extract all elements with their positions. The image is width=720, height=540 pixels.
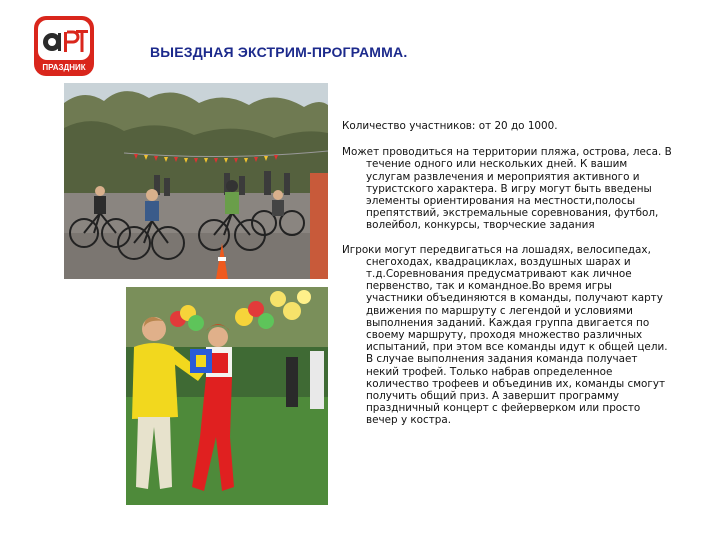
company-logo <box>34 16 94 76</box>
program-description: Может проводиться на территории пляжа, острова, леса. В течение одного или нескольких дней. К вашим услугам развлечения и мероприятия активного и туристского характера. В игру могут быть введены элементы ориентирования на местности,полосы препятствий, экстремальные соревнования, футбол, волейбол, конкурсы, творческие задания <box>342 146 672 232</box>
description-text <box>342 120 672 439</box>
bicycle-race-photo <box>64 83 328 279</box>
page-title: ВЫЕЗДНАЯ ЭКСТРИМ-ПРОГРАММА. <box>150 44 408 60</box>
participants-count: Количество участников: от 20 до 1000. <box>342 120 558 132</box>
game-rules-description: Игроки могут передвигаться на лошадях, велосипедах, снегоходах, квадрациклах, воздушных шарах и т.д.Соревнования предусматривают как личное первенство, так и командное.Во время игры участники объединяются в команды, получают карту движения по маршруту с легендой и условиями выполнения заданий. Каждая группа двигается по своему маршруту, проходя множество различных испытаний, при этом все команды идут к общей цели. В случае выполнения задания команда получает некий трофей. Только набрав определенное количество трофеев и объединив их, команды смогут получить общий приз. А завершит программу праздничный концерт с фейерверком или просто вечер у костра. <box>342 243 668 427</box>
outdoor-game-photo <box>126 287 328 505</box>
logo-text: ПРАЗДНИК <box>42 63 86 72</box>
